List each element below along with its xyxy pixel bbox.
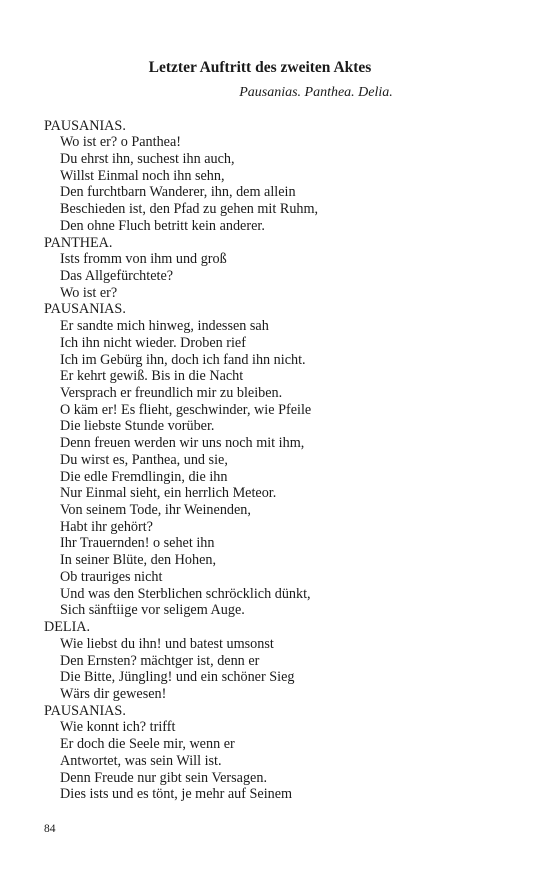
verse-line: Denn freuen werden wir uns noch mit ihm,: [60, 435, 305, 452]
scene-title: Letzter Auftritt des zweiten Aktes: [148, 59, 372, 76]
verse-line: Antwortet, was sein Will ist.: [60, 752, 222, 769]
speech-block: [44, 118, 524, 235]
verse-line: Wärs dir gewesen!: [60, 685, 167, 702]
speech-block: [44, 619, 524, 703]
verse-line: Sich sänftiige vor seligem Auge.: [60, 602, 245, 619]
verse-line: Er doch die Seele mir, wenn er: [60, 736, 235, 753]
verse-line: Die liebste Stunde vorüber.: [60, 418, 215, 435]
verse-line: Wie liebst du ihn! und batest umsonst: [60, 635, 274, 652]
speaker-name: PANTHEA.: [44, 234, 113, 251]
verse-line: Er sandte mich hinweg, indessen sah: [60, 318, 269, 335]
stage-direction-characters: [0, 84, 520, 102]
verse-line: Wo ist er?: [60, 284, 118, 301]
verse-line: Willst Einmal noch ihn sehn,: [60, 167, 225, 184]
verse-line: Die edle Fremdlingin, die ihn: [60, 468, 228, 485]
verse-line: Beschieden ist, den Pfad zu gehen mit Ruhm,: [60, 201, 319, 218]
verse-line: Ob trauriges nicht: [60, 568, 163, 585]
page-number: 84: [44, 823, 56, 835]
verse-line: Du wirst es, Panthea, und sie,: [60, 451, 228, 468]
verse-line: Wie konnt ich? trifft: [60, 719, 176, 736]
verse-line: Du ehrst ihn, suchest ihn auch,: [60, 150, 235, 167]
speech-block: [44, 703, 524, 803]
speaker-name: DELIA.: [44, 619, 91, 636]
speaker-name: PAUSANIAS.: [44, 301, 126, 318]
verse-line: Den ohne Fluch betritt kein anderer.: [60, 217, 265, 234]
verse-line: Das Allgefürchtete?: [60, 267, 174, 284]
verse-line: Ich im Gebürg ihn, doch ich fand ihn nicht.: [60, 351, 306, 368]
speech-block: [44, 301, 524, 619]
verse-line: Die Bitte, Jüngling! und ein schöner Sieg: [60, 669, 295, 686]
verse-line: Nur Einmal sieht, ein herrlich Meteor.: [60, 485, 277, 502]
verse-line: Dies ists und es tönt, je mehr auf Seinem: [60, 786, 293, 803]
verse-line: In seiner Blüte, den Hohen,: [60, 552, 217, 569]
speech-block: [44, 235, 524, 302]
speaker-name: PAUSANIAS.: [44, 702, 126, 719]
verse-line: Den furchtbarn Wanderer, ihn, dem allein: [60, 184, 296, 201]
stage-direction-text: Pausanias. Panthea. Delia.: [239, 85, 393, 100]
verse-line: Ists fromm von ihm und groß: [60, 251, 227, 268]
verse-line: Den Ernsten? mächtger ist, denn er: [60, 652, 260, 669]
verse-line: Denn Freude nur gibt sein Versagen.: [60, 769, 267, 786]
verse-line: Er kehrt gewiß. Bis in die Nacht: [60, 368, 244, 385]
verse-line: Von seinem Tode, ihr Weinenden,: [60, 502, 251, 519]
speaker-name: PAUSANIAS.: [44, 117, 126, 134]
verse-line: Und was den Sterblichen schröcklich dünkt,: [60, 585, 311, 602]
verse-line: O käm er! Es flieht, geschwinder, wie Pfeile: [60, 401, 312, 418]
verse-line: Versprach er freundlich mir zu bleiben.: [60, 385, 283, 401]
dialogue: [44, 118, 524, 803]
verse-line: Habt ihr gehört?: [60, 518, 153, 535]
verse-line: Ihr Trauernden! o sehet ihn: [60, 535, 215, 552]
verse-line: Ich ihn nicht wieder. Droben rief: [60, 334, 246, 351]
verse-line: Wo ist er? o Panthea!: [60, 134, 181, 151]
